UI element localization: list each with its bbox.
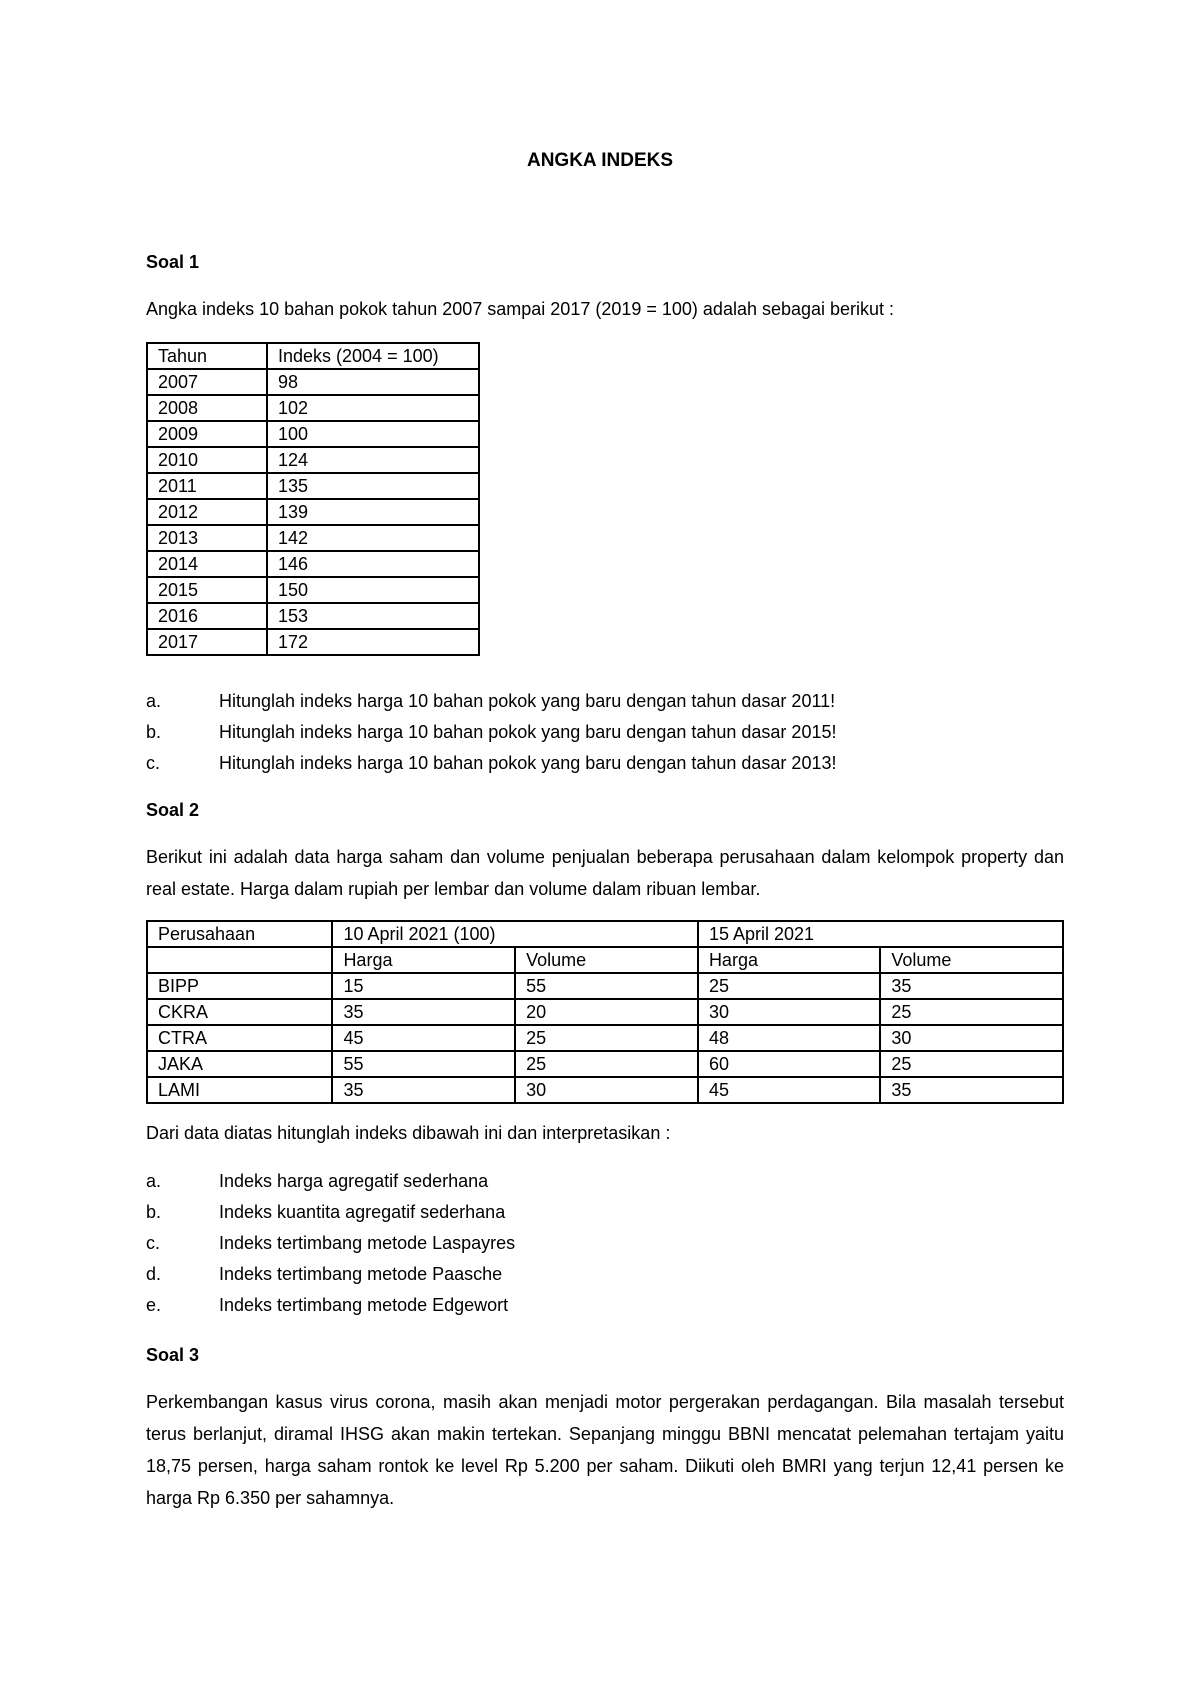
list-item (146, 748, 836, 779)
table-cell: 139 (267, 499, 479, 525)
table-cell: 2012 (147, 499, 267, 525)
list-marker: c. (146, 1233, 161, 1253)
list-item-text: Indeks kuantita agregatif sederhana (219, 1202, 506, 1222)
table-row (147, 973, 1063, 999)
table-cell: 35 (880, 1077, 1063, 1103)
table-row (147, 1025, 1063, 1051)
table-row (147, 447, 479, 473)
table-row (147, 1051, 1063, 1077)
soal2-question-list (146, 1166, 515, 1321)
table-cell: 55 (515, 973, 698, 999)
table-header-cell: Harga (332, 947, 515, 973)
list-item-text: Indeks harga agregatif sederhana (219, 1171, 489, 1191)
list-item-text: Hitunglah indeks harga 10 bahan pokok yang baru dengan tahun dasar 2013! (219, 753, 837, 773)
soal1-question-list (146, 686, 836, 779)
list-item (146, 717, 836, 748)
table-cell: 60 (698, 1051, 880, 1077)
table-row (147, 525, 479, 551)
table-row (147, 395, 479, 421)
list-marker: e. (146, 1295, 162, 1315)
table-row (147, 499, 479, 525)
table-row (147, 421, 479, 447)
table-header-cell (147, 947, 332, 973)
table-cell: JAKA (147, 1051, 332, 1077)
list-item-text: Hitunglah indeks harga 10 bahan pokok yang baru dengan tahun dasar 2015! (219, 722, 837, 742)
list-marker: c. (146, 753, 161, 773)
table-cell: 25 (515, 1025, 698, 1051)
table-cell: 153 (267, 603, 479, 629)
table-header-row (147, 921, 1063, 947)
table-cell: 15 (332, 973, 515, 999)
table-cell: 30 (698, 999, 880, 1025)
table-row (147, 369, 479, 395)
table-row (147, 629, 479, 655)
table-cell: 35 (332, 1077, 515, 1103)
table-cell: 25 (515, 1051, 698, 1077)
list-item-text: Indeks tertimbang metode Edgewort (219, 1295, 509, 1315)
list-marker: b. (146, 1202, 162, 1222)
table-cell: CKRA (147, 999, 332, 1025)
soal2-intro: Berikut ini adalah data harga saham dan volume penjualan beberapa perusahaan dalam kelompok property dan real estate. Harga dalam rupiah per lembar dan volume dalam ribuan lembar. (146, 847, 1064, 899)
index-table (146, 342, 480, 656)
document-title: ANGKA INDEKS (526, 150, 674, 171)
soal1-intro: Angka indeks 10 bahan pokok tahun 2007 sampai 2017 (2019 = 100) adalah sebagai berikut : (146, 299, 895, 319)
table-cell: 146 (267, 551, 479, 577)
stock-table (146, 920, 1064, 1104)
table-cell: 45 (698, 1077, 880, 1103)
table-header-cell: Perusahaan (147, 921, 332, 947)
table-cell: 35 (880, 973, 1063, 999)
soal1-heading: Soal 1 (146, 252, 200, 272)
table-cell: 172 (267, 629, 479, 655)
table-cell: 48 (698, 1025, 880, 1051)
table-header-cell: 10 April 2021 (100) (332, 921, 698, 947)
list-marker: a. (146, 1171, 162, 1191)
table-cell: 150 (267, 577, 479, 603)
table-row (147, 577, 479, 603)
table-row (147, 999, 1063, 1025)
table-header-cell: Tahun (147, 343, 267, 369)
table-cell: 2014 (147, 551, 267, 577)
table-cell: 2010 (147, 447, 267, 473)
table-cell: 2009 (147, 421, 267, 447)
list-item-text: Indeks tertimbang metode Paasche (219, 1264, 503, 1284)
table-row (147, 551, 479, 577)
table-cell: 30 (880, 1025, 1063, 1051)
list-marker: a. (146, 691, 162, 711)
table-cell: 20 (515, 999, 698, 1025)
table-header-row (147, 343, 479, 369)
list-item (146, 1259, 515, 1290)
table-cell: 2008 (147, 395, 267, 421)
table-row (147, 1077, 1063, 1103)
table-cell: 2007 (147, 369, 267, 395)
list-marker: d. (146, 1264, 162, 1284)
table-cell: 100 (267, 421, 479, 447)
table-cell: 30 (515, 1077, 698, 1103)
list-item (146, 1290, 515, 1321)
table-header-cell: Indeks (2004 = 100) (267, 343, 479, 369)
table-cell: CTRA (147, 1025, 332, 1051)
table-cell: 2015 (147, 577, 267, 603)
list-item-text: Indeks tertimbang metode Laspayres (219, 1233, 516, 1253)
table-cell: LAMI (147, 1077, 332, 1103)
soal3-heading: Soal 3 (146, 1345, 200, 1365)
list-marker: b. (146, 722, 162, 742)
soal3-text: Perkembangan kasus virus corona, masih akan menjadi motor pergerakan perdagangan. Bila masalah tersebut terus berlanjut, diramal IHSG akan makin tertekan. Sepanjang minggu BBNI mencatat pelemahan tertajam yaitu 18,75 persen, harga saham rontok ke level Rp 5.200 per saham. Diikuti oleh BMRI yang terjun 12,41 persen ke harga Rp 6.350 per sahamnya. (146, 1392, 1064, 1508)
table-header-cell: 15 April 2021 (698, 921, 1063, 947)
list-item (146, 1228, 515, 1259)
table-cell: 98 (267, 369, 479, 395)
table-header-cell: Volume (515, 947, 698, 973)
table-row (147, 473, 479, 499)
table-row (147, 603, 479, 629)
table-cell: 2011 (147, 473, 267, 499)
table-header-cell: Harga (698, 947, 880, 973)
list-item-text: Hitunglah indeks harga 10 bahan pokok yang baru dengan tahun dasar 2011! (219, 691, 836, 711)
soal2-after-text: Dari data diatas hitunglah indeks dibawah ini dan interpretasikan : (146, 1123, 671, 1143)
table-cell: 2017 (147, 629, 267, 655)
table-cell: 45 (332, 1025, 515, 1051)
table-cell: 35 (332, 999, 515, 1025)
soal2-heading: Soal 2 (146, 800, 200, 820)
table-cell: 135 (267, 473, 479, 499)
table-cell: 2016 (147, 603, 267, 629)
table-cell: 102 (267, 395, 479, 421)
table-header-cell: Volume (880, 947, 1063, 973)
list-item (146, 1166, 515, 1197)
table-cell: BIPP (147, 973, 332, 999)
list-item (146, 1197, 515, 1228)
table-cell: 124 (267, 447, 479, 473)
table-header-row (147, 947, 1063, 973)
table-cell: 25 (880, 1051, 1063, 1077)
table-cell: 2013 (147, 525, 267, 551)
list-item (146, 686, 836, 717)
table-cell: 142 (267, 525, 479, 551)
table-cell: 55 (332, 1051, 515, 1077)
table-cell: 25 (698, 973, 880, 999)
table-cell: 25 (880, 999, 1063, 1025)
